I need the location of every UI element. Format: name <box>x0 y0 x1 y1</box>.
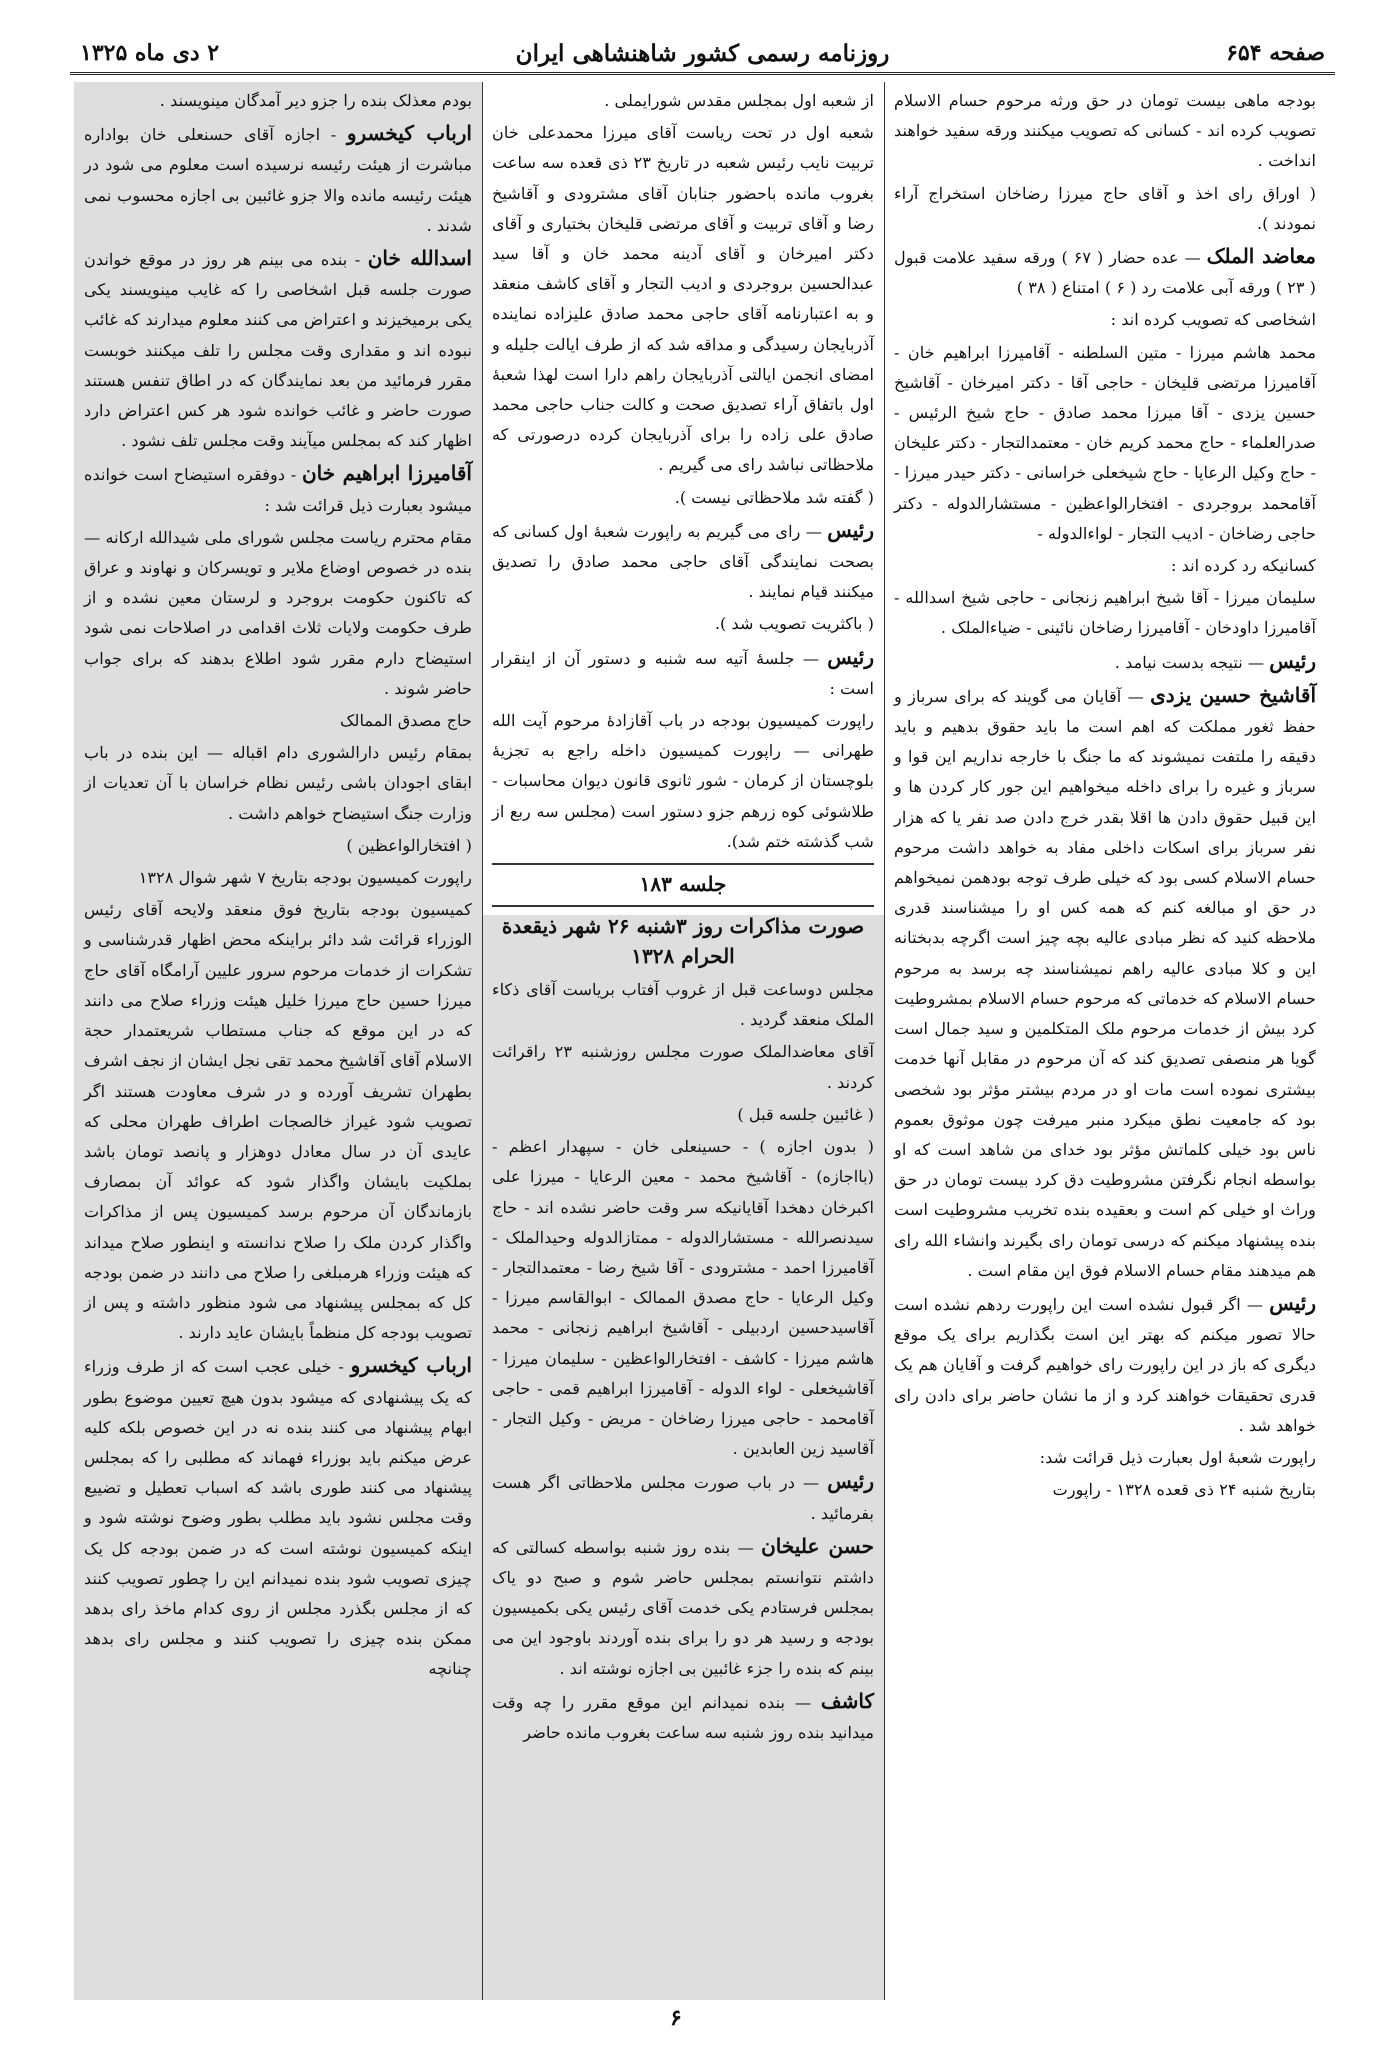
speaker-name: رئیس <box>827 1469 874 1494</box>
paragraph <box>894 305 1316 335</box>
paragraph <box>894 680 1316 1286</box>
left-column <box>74 82 482 2000</box>
speaker-name: رئیس <box>1269 1290 1316 1315</box>
paragraph <box>492 1531 874 1684</box>
speaker-name: آقاشیخ حسین یزدی <box>1150 682 1317 707</box>
paragraph-text: حاج مصدق الممالک <box>340 711 472 731</box>
paragraph <box>84 738 472 829</box>
paragraph <box>84 831 472 861</box>
middle-column <box>482 82 884 2000</box>
paragraph-text: اشخاصی که تصویب کرده اند : <box>1110 310 1316 330</box>
paragraph-text: — جلسهٔ آتیه سه شنبه و دستور آن از اینقرار است : <box>492 648 874 698</box>
paragraph <box>492 515 874 608</box>
paragraph <box>84 1350 472 1684</box>
paragraph <box>894 551 1316 581</box>
paragraph-text: سلیمان میرزا - آقا شیخ ابراهیم زنجانی - حاجی شیخ اسدالله - آقامیرزا داودخان - آقامیرزا رضاخان نائینی - ضیاءالملک . <box>894 588 1316 638</box>
paragraph <box>894 646 1316 678</box>
column-divider <box>482 82 483 2000</box>
page-label: صفحه ۶۵۴ <box>1226 40 1325 66</box>
paragraph <box>84 523 472 704</box>
paragraph <box>894 338 1316 549</box>
paragraph-text: راپورت کمیسیون بودجه در باب آقازادهٔ مرحوم آیت الله طهرانی — راپورت کمیسیون داخله راجع به تجزیهٔ بلوچستان از کرمان - شور ثانوی قانون دیوان محاسبات - طلاشوئی کوه زرهم جزو دستور است (مجلس سه ربع از شب گذشته ختم شد). <box>492 711 874 851</box>
speaker-name: رئیس <box>827 644 874 669</box>
paragraph-text: بتاریخ شنبه ۲۴ ذی قعده ۱۳۲۸ - راپورت <box>1052 1480 1316 1500</box>
paragraph <box>894 583 1316 643</box>
paragraph <box>894 179 1316 239</box>
paragraph <box>84 86 472 116</box>
paragraph <box>492 1100 874 1130</box>
speaker-name: آقامیرزا ابراهیم خان <box>301 461 472 486</box>
session-heading: جلسه ۱۸۳ <box>492 863 874 899</box>
paragraph-text: - اجازه آقای حسنعلی خان بواداره مباشرت از هیئت رئیسه نرسیده است معلوم می شود در هیئت رئیسه مانده والا جزو غائبین بی اجازه محسوب نمی شدند . <box>84 125 472 235</box>
paragraph-text: مجلس دوساعت قبل از غروب آفتاب بریاست آقای ذکاء الملک منعقد گردید . <box>492 980 874 1030</box>
speaker-name: کاشف <box>820 1688 874 1713</box>
paragraph <box>84 895 472 1348</box>
paragraph <box>84 458 472 520</box>
paragraph-text: محمد هاشم میرزا - متین السلطنه - آقامیرزا ابراهیم خان - آقامیرزا مرتضی قلیخان - حاجی آقا - دکتر امیرخان - آقاشیخ حسین یزدی - آقا میرزا محمد صادق - حاج شیخ الرئیس - صدرالعلماء - حاج محمد کریم خان - معتمدالتجار - دکتر علیخان - حاج وکیل الرعایا - حاج شیخعلی خراسانی - دکتر حیدر میرزا - آقامحمد بروجردی - افتخارالواعظین - مستشارالدوله - دکتر حاجی رضاخان - ادیب التجار - لواءالدوله - <box>894 342 1316 543</box>
paragraph-text: ( غائبین جلسه قبل ) <box>737 1104 874 1124</box>
speaker-name: رئیس <box>827 517 874 542</box>
paragraph-text: مقام محترم ریاست مجلس شورای ملی شیدالله ارکانه — بنده در خصوص اوضاع ملایر و تویسرکان و نهاوند و عراق که تاکنون حکومت بروجرد و لرستان معین نشده و از طرف حکومت ولایات ثلاث اقدامی در اصلاحات نمی شود استیضاح دارم مقرر شود اطلاع بدهند که برای جواب حاضر شوند . <box>84 527 472 698</box>
paragraph <box>492 609 874 639</box>
paragraph-text: — در باب صورت مجلس ملاحظاتی اگر هست بفرمائید . <box>492 1473 874 1523</box>
paragraph-text: ( باکثریت تصویب شد ). <box>714 614 874 634</box>
paragraph <box>894 1475 1316 1505</box>
paragraph-text: — اگر قبول نشده است این راپورت ردهم نشده است حالا تصور میکنم که بهتر این است بگذاریم برای یک موقع دیگری که باز در این راپورت رای خواهیم گرفت و آقایان هم یک قدری تحقیقات خواهند کرد و از ما نشان حاضر برای دادن رای خواهد شد . <box>894 1294 1316 1435</box>
column-divider <box>884 82 885 2000</box>
paragraph-text: - بنده می بینم هر روز در موقع خواندن صورت جلسه قبل اشخاصی را که غایب مینویسند یکی یکی برمیخیزند و اعتراض می کنند معلوم میدارند که غائب نبوده اند و مقداری وقت مجلس را تلف میکنند خوبست مقرر فرمائید من بعد نمایندگان که در اطاق تنفس هستند صورت حاضر و غائب خوانده شود هر کس اعتراض دارد اظهار کند که بمجلس میآیند وقت مجلس تلف نشود . <box>84 250 472 451</box>
paragraph-text: — بنده روز شنبه بواسطه کسالتی که داشتم نتوانستم بمجلس حاضر شوم و صبح دو یاک بمجلس فرستادم یکی خدمت آقای رئیس یکی بکمیسیون بودجه و رسید هر دو را برای بنده آوردند باوجود این می بینم که بنده را جزء غائبین بی اجازه نوشته اند . <box>492 1537 874 1678</box>
paragraph-text: راپورت کمیسیون بودجه بتاریخ ۷ شهر شوال ۱۳۲۸ <box>138 868 472 888</box>
paragraph <box>492 1132 874 1464</box>
paragraph-text: راپورت شعبهٔ اول بعبارت ذیل قرائت شد: <box>1039 1447 1316 1467</box>
paragraph-text: از شعبه اول بمجلس مقدس شورایملی . <box>604 91 874 110</box>
issue-date: ۲ دی ماه ۱۳۲۵ <box>80 40 220 66</box>
paragraph-text: بودجه ماهی بیست تومان در حق ورثه مرحوم حسام الاسلام تصویب کرده اند - کسانی که تصویب میکنند ورقه سفید خواهند انداخت . <box>894 91 1316 171</box>
paragraph <box>84 706 472 736</box>
paragraph-text: بمقام رئیس دارالشوری دام اقباله — این بنده در باب ابقای اجودان باشی رئیس نظام خراسان با آن تعدیات از وزارت جنگ استیضاح خواهم داشت . <box>84 743 472 823</box>
paragraph <box>492 86 874 116</box>
speaker-name: حسن علیخان <box>761 1533 874 1558</box>
paragraph-text: - خیلی عجب است که از طرف وزراء که یک پیشنهادی که میشود بدون هیچ تعیین موضوع بطور ابهام پیشنهاد می کنند بنده نه در این خصوص بلکه کلیه عرض میکنم باید بوزراء فهماند که مطلبی را که بمجلس پیشنهاد می کنند طوری باشد که اسباب تعطیل و تضییع وقت مجلس نشود باید مطلب بطور وضوح نوشته شود و اینکه کمیسیون نوشته است که در ضمن بودجه کل یک چیزی تصویب شود بنده نمیدانم این را چطور تصویب کنند که از مجلس بگذرد مجلس از روی کدام ماخذ رای بدهد ممکن بنده چیزی را تصویب کنند و مجلس رای بدهد چنانچه <box>84 1357 472 1679</box>
speaker-name: رئیس <box>1269 648 1316 673</box>
page-number: ۶ <box>670 2005 682 2031</box>
paragraph <box>492 1686 874 1748</box>
paragraph-text: ( بدون اجازه ) - حسینعلی خان - سپهدار اعظم - (بااجازه) - آقاشیخ محمد - معین الرعایا - میرزا علی اکبرخان دهخدا آقایانیکه سر وقت حاضر نشده اند - حاج سیدنصرالله - مستشارالدوله - ممتازالدوله وحیدالملک - آقامیرزا احمد - مشترودی - آقا شیخ رضا - معتمدالتجار - وکیل الرعایا - حاج مصدق الممالک - ابوالقاسم میرزا - آقاسیدحسین اردبیلی - آقاشیخ ابراهیم زنجانی - محمد هاشم میرزا - کاشف - افتخارالواعظین - سلیمان میرزا - آقاشیخعلی - لواء الدوله - آقامیرزا ابراهیم قمی - حاجی آقامحمد - حاجی میرزا رضاخان - مریض - وکیل التجار - آقاسید زین العابدین . <box>492 1137 874 1459</box>
paragraph <box>84 118 472 241</box>
paragraph-text: شعبه اول در تحت ریاست آقای میرزا محمدعلی خان تربیت نایب رئیس شعبه در تاریخ ۲۳ ذی قعده سه ساعت بغروب مانده باحضور جنابان آقای مشترودی و آقاشیخ رضا و آقای تربیت و آقای مرتضی قلیخان بختیاری و آقای دکتر امیرخان و آقای آدینه محمد خان و آقا سید عبدالحسین بروجردی و ادیب التجار و آقای کاشف منعقد و به اعتبارنامه آقای حاجی محمد صادق علیزاده نماینده آذربایجان رسیدگی و مداقه شد که از طرف ایالت جلیله و امضای انجمن ایالتی آذربایجان راهم دارا است لهذا شعبهٔ اول باتفاق آراء تصدیق صحت و کالت جناب حاجی محمد صادق علی زاده را برای آذربایجان کرده درصورتی که ملاحظاتی نباشد رای می گیریم . <box>492 123 875 475</box>
paragraph-text: — نتیجه بدست نیامد . <box>1114 652 1265 672</box>
paragraph <box>84 243 472 456</box>
newspaper-title: روزنامه رسمی کشور شاهنشاهی ایران <box>515 40 890 67</box>
paragraph <box>894 241 1316 303</box>
speaker-name: اسدالله خان <box>367 246 472 271</box>
page-header <box>70 38 1335 75</box>
paragraph-text: — آقایان می گویند که برای سرباز و حفظ ثغور مملکت که اهم است ما باید حقوق بدهیم و باید دقیقه را ملتفت نمیشوند که ما جنگ با خارجه نداریم این قوا و سرباز و غیره را برای داخله میخواهیم این جور کار کردن ها و این قبیل حقوق دادن ها اقلا بقدر خرج دادن صد نفر یا که هزار نفر سرباز برای اسکات داخلی مفاد به خواهد داشت مرحوم حسام الاسلام کسی بود که خیلی طرف توجه بودهمن نمیخواهم در حق او مبالغه کنم که همه کس او را میشناسند قدری ملاحظه کنید که نظر مبادی عالیه بچه چیز است اگرچه بدبختانه این و کلا مبادی عالیه راهم نمیشناسند چه برسد به مرحوم حسام الاسلام که خدماتی که مرحوم حسام الاسلام بمشروطیت کرد بیش از خدمات مرحوم ملک المتکلمین و سید جمال است گویا هر منصفی تصدیق کند که آن مرحوم در مقابل آنها خدمت بیشتری نموده است مات او در مردم بیشتر مؤثر بود شخصی بود که جامعیت نطق میکرد منبر میرفت چون موثوق بعموم ناس بود خیلی کلماتش مؤثر بود خدای من شاهد است که او بواسطه انجام نگرفتن مشروطیت دق کرد بیست تومان در حق وراث او خیلی کم است و بعقیده بنده تخریب مشروطیت است بنده پیشنهاد میکنم که درسی تومان رای بگیرند وانشاء الله رای هم میدهند مقام حسام الاسلام فوق این مقام است . <box>894 686 1316 1280</box>
paragraph <box>492 483 874 513</box>
paragraph-text: آقای معاضدالملک صورت مجلس روزشنبه ۲۳ راقرائت کردند . <box>492 1042 874 1092</box>
paragraph-text: کمیسیون بودجه بتاریخ فوق منعقد ولایحه آقای رئیس الوزراء قرائت شد دائر براینکه محض اظهار قدرشناسی و تشکرات از خدمات مرحوم سرور علیین آرامگاه آقای حاج میرزا حسین حاج میرزا خلیل هیئت وزراء صلاح می دانند که در این موقع که جناب مستطاب شریعتمدار حجة الاسلام آقای آقاشیخ محمد تقی نجل ایشان از نجف اشرف بطهران تشریف آورده و در شرف معاودت هستند اگر تصویب شود غیراز خالصجات اطراف طهران محلی که عایدی آن در سال معادل دوهزار و پانصد تومان باشد بملکیت بایشان واگذار شود که عوائد آن بمصارف بازماندگان آن مرحوم برسد کمیسیون پس از مذاکرات واگذار کردن ملک را صلاح ندانسته و اینطور صلاح میداند که هیئت وزراء هرمبلغی را صلاح می دانند در ضمن بودجه کل که بمجلس پیشنهاد می شود منظور داشته و پس از تصویب بودجه کل منظماً بایشان عاید دارند . <box>84 900 472 1343</box>
paragraph <box>84 863 472 893</box>
paragraph <box>492 1466 874 1528</box>
paragraph <box>492 975 874 1035</box>
paragraph <box>492 642 874 704</box>
paragraph <box>492 118 874 480</box>
paragraph <box>894 1288 1316 1441</box>
paragraph-text: بودم معذلک بنده را جزو دیر آمدگان مینویسند . <box>159 91 472 110</box>
paragraph <box>894 1443 1316 1473</box>
paragraph-text: - دوفقره استیضاح است خوانده میشود بعبارت ذیل قرائت شد : <box>84 465 472 515</box>
right-column <box>884 82 1326 2000</box>
speaker-name: معاضد الملک <box>1206 244 1317 269</box>
paragraph <box>492 1037 874 1097</box>
paragraph-text: — رای می گیریم به راپورت شعبهٔ اول کسانی که بصحت نمایندگی آقای حاجی محمد صادق را تصدیق میکنند قیام نمایند . <box>492 521 874 602</box>
paragraph <box>492 706 874 857</box>
speaker-name: ارباب کیخسرو <box>350 1353 472 1378</box>
paragraph-text: — بنده نمیدانم این موقع مقرر را چه وقت میدانید بنده روز شنبه سه ساعت بغروب مانده حاضر <box>492 1692 874 1742</box>
paragraph-text: ( اوراق رای اخذ و آقای حاج میرزا رضاخان استخراج آراء نمودند ). <box>894 183 1316 233</box>
paragraph <box>894 86 1316 177</box>
paragraph-text: ( افتخارالواعظین ) <box>346 835 472 855</box>
paragraph-text: — عده حضار ( ۶۷ ) ورقه سفید علامت قبول ( ۲۳ ) ورقه آبی علامت رد ( ۶ ) امتناع ( ۳۸ ) <box>894 248 1316 298</box>
paragraph-text: ( گفته شد ملاحظاتی نیست ). <box>674 487 874 507</box>
speaker-name: ارباب کیخسرو <box>346 121 472 146</box>
paragraph-text: کسانیکه رد کرده اند : <box>1171 556 1316 576</box>
session-heading: صورت مذاکرات روز ۳شنبه ۲۶ شهر ذیقعدة الحرام ۱۳۲۸ <box>492 905 874 971</box>
